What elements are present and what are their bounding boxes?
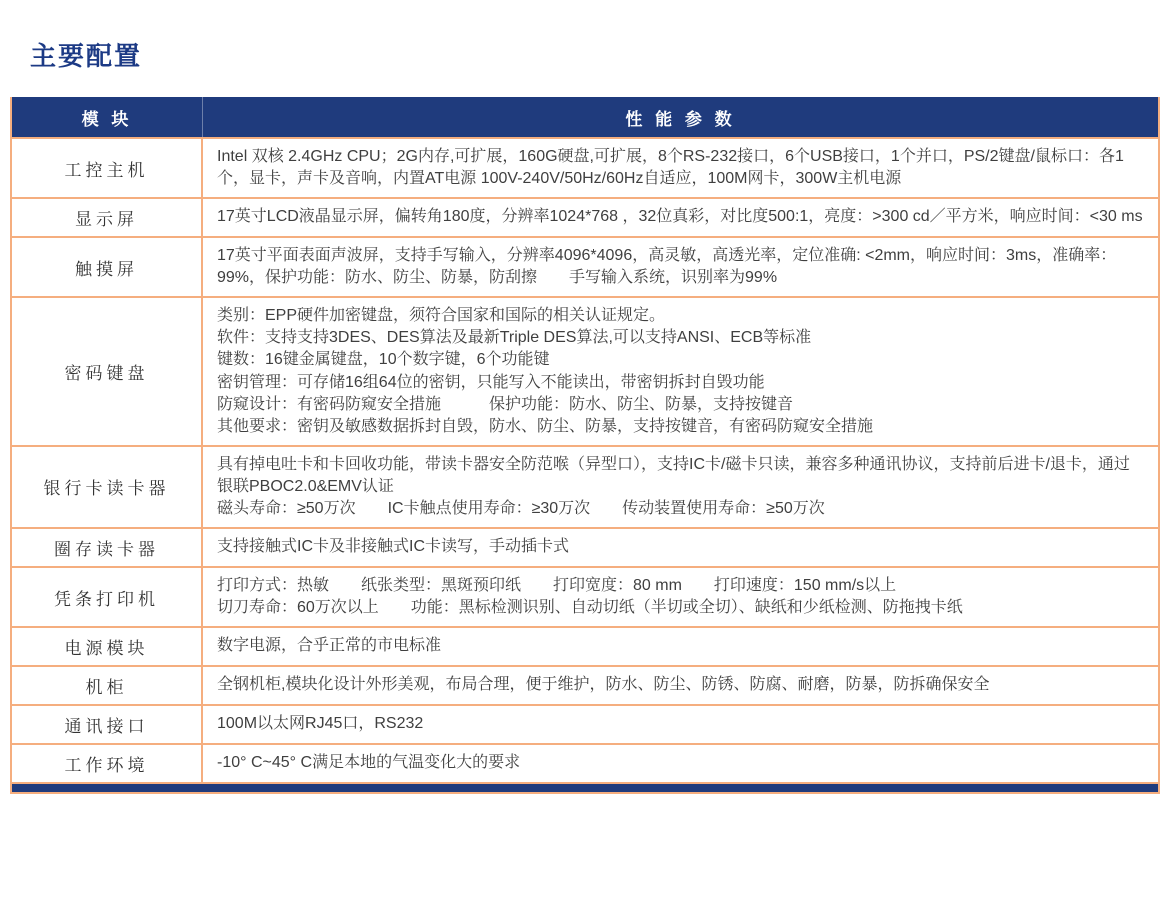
- module-cell: 工控主机: [12, 139, 203, 197]
- params-line: 具有掉电吐卡和卡回收功能，带读卡器安全防范喉（异型口），支持IC卡/磁卡只读，兼容多种通讯协议，支持前后进卡/退卡，通过银联PBOC2.0&EMV认证: [217, 455, 1130, 495]
- table-body: [12, 137, 1158, 782]
- module-cell: 机柜: [12, 667, 203, 704]
- params-line: 17英寸LCD液晶显示屏，偏转角180度，分辨率1024*768 ，32位真彩，对比度500:1，亮度：>300 cd／平方米，响应时间：<30 ms: [217, 208, 1143, 226]
- module-cell: 凭条打印机: [12, 568, 203, 626]
- table-row: [12, 197, 1158, 236]
- module-cell: 电源模块: [12, 628, 203, 665]
- module-cell: 密码键盘: [12, 298, 203, 444]
- params-line: 100M以太网RJ45口，RS232: [217, 715, 424, 733]
- params-line: 磁头寿命：≥50万次 IC卡触点使用寿命：≥30万次 传动装置使用寿命：≥50万次: [217, 499, 825, 517]
- params-line: -10° C~45° C满足本地的气温变化大的要求: [217, 754, 521, 772]
- table-row: [12, 566, 1158, 626]
- params-line: 软件：支持支持3DES、DES算法及最新Triple DES算法,可以支持ANSI、ECB等标准: [217, 329, 812, 347]
- params-line: 切刀寿命：60万次以上 功能：黑标检测识别、自动切纸（半切或全切）、缺纸和少纸检测、防拖拽卡纸: [217, 599, 963, 617]
- params-cell: [203, 447, 1158, 527]
- table-row: [12, 665, 1158, 704]
- table-row: [12, 743, 1158, 782]
- params-cell: [203, 667, 1158, 704]
- params-line: 17英寸平面表面声波屏，支持手写输入，分辨率4096*4096，高灵敏，高透光率，定位准确: <2mm，响应时间：3ms，准确率：99%，保护功能：防水、防尘、防暴，防刮擦 手写输入系统，识别率为99%: [217, 247, 1117, 287]
- params-cell: [203, 745, 1158, 782]
- params-cell: [203, 529, 1158, 566]
- params-line: 其他要求：密钥及敏感数据拆封自毁，防水、防尘、防暴，支持按键音，有密码防窥安全措施: [217, 417, 874, 435]
- table-row: [12, 527, 1158, 566]
- table-row: [12, 236, 1158, 296]
- params-cell: [203, 628, 1158, 665]
- header-module: 模 块: [12, 97, 203, 137]
- table-row: [12, 137, 1158, 197]
- params-line: 密钥管理：可存储16组64位的密钥，只能写入不能读出，带密钥拆封自毁功能: [217, 373, 765, 391]
- module-cell: 工作环境: [12, 745, 203, 782]
- table-row: [12, 704, 1158, 743]
- params-cell: [203, 706, 1158, 743]
- table-footer-bar: [12, 782, 1158, 792]
- module-cell: 显示屏: [12, 199, 203, 236]
- params-cell: [203, 199, 1158, 236]
- spec-table: [10, 97, 1160, 794]
- params-cell: [203, 568, 1158, 626]
- params-cell: [203, 139, 1158, 197]
- table-header-row: [12, 97, 1158, 137]
- params-line: 数字电源，合乎正常的市电标准: [217, 637, 442, 655]
- params-cell: [203, 298, 1158, 444]
- params-cell: [203, 238, 1158, 296]
- params-line: 打印方式：热敏 纸张类型：黑斑预印纸 打印宽度：80 mm 打印速度：150 mm/s以上: [217, 577, 897, 595]
- table-row: [12, 445, 1158, 527]
- page-title: 主要配置: [30, 42, 143, 72]
- params-line: 类别：EPP硬件加密键盘，须符合国家和国际的相关认证规定。: [217, 307, 666, 325]
- params-line: 支持接触式IC卡及非接触式IC卡读写，手动插卡式: [217, 538, 570, 556]
- header-params: 性 能 参 数: [625, 109, 736, 129]
- module-cell: 通讯接口: [12, 706, 203, 743]
- params-line: 防窥设计：有密码防窥安全措施 保护功能：防水、防尘、防暴，支持按键音: [217, 395, 794, 413]
- params-line: Intel 双核 2.4GHz CPU；2G内存,可扩展，160G硬盘,可扩展，8个RS-232接口，6个USB接口，1个并口，PS/2键盘/鼠标口：各1个，显卡，声卡及音响，内置AT电源 100V-240V/50Hz/60Hz自适应，100M网卡，300W主机电源: [217, 148, 1124, 188]
- params-line: 键数：16键金属键盘，10个数字键，6个功能键: [217, 351, 550, 369]
- module-cell: 触摸屏: [12, 238, 203, 296]
- module-cell: 圈存读卡器: [12, 529, 203, 566]
- module-cell: 银行卡读卡器: [12, 447, 203, 527]
- table-row: [12, 626, 1158, 665]
- params-line: 全钢机柜,模块化设计外形美观，布局合理，便于维护，防水、防尘、防锈、防腐、耐磨，防暴，防拆确保安全: [217, 676, 990, 694]
- table-row: [12, 296, 1158, 444]
